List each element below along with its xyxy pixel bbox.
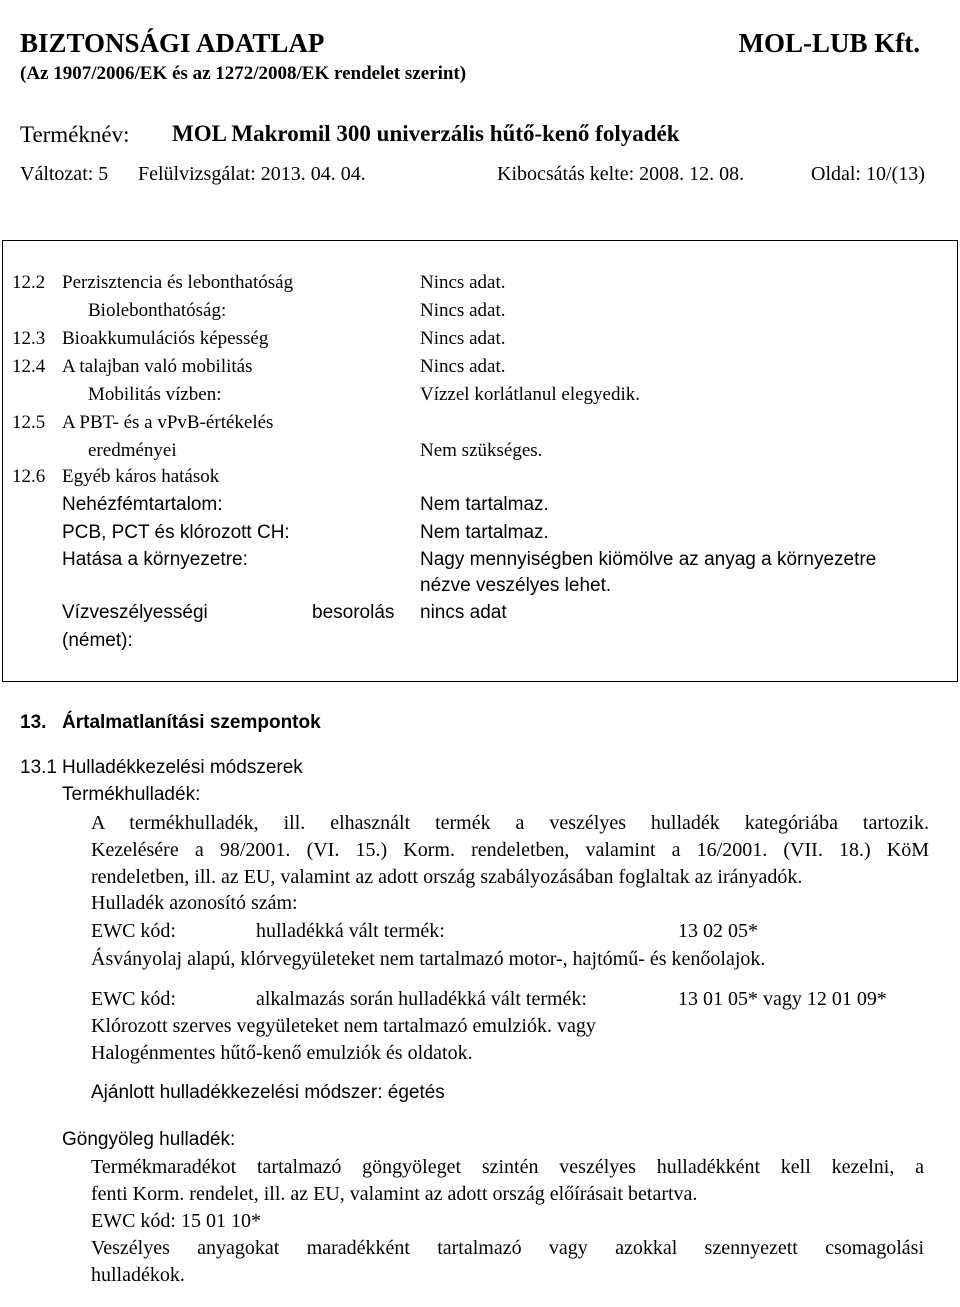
page-number: Oldal: 10/(13) [811,163,925,185]
item-label: (német): [62,630,133,651]
subsection-title: Hulladékkezelési módszerek [62,757,303,778]
ewc-text: Halogénmentes hűtő-kenő emulziók és oldatok. [91,1042,473,1064]
paragraph-line: rendeletben, ill. az EU, valamint az adott ország szabályozásában foglaltak az irányadók. [91,866,803,888]
recommended-method: Ajánlott hulladékkezelési módszer: égetés [91,1082,445,1103]
ewc-description: hulladékká vált termék: [256,920,445,942]
ewc-text: Ásványolaj alapú, klórvegyületeket nem tartalmazó motor-, hajtómű- és kenőolajok. [91,948,766,970]
item-label: Biolebonthatóság: [88,300,227,321]
issue-date: Kibocsátás kelte: 2008. 12. 08. [497,163,745,185]
regulation-reference: (Az 1907/2006/EK és az 1272/2008/EK rendelet szerint) [20,63,467,84]
ewc-text: Klórozott szerves vegyületeket nem tartalmazó emulziók. vagy [91,1015,596,1037]
ewc-code-label: EWC kód: [91,988,176,1010]
item-label: Bioakkumulációs képesség [62,328,269,349]
item-value: Nem tartalmaz. [420,522,549,543]
version-info: Változat: 5 [20,163,109,185]
item-value: nézve veszélyes lehet. [420,575,612,596]
item-number: 12.6 [12,466,46,487]
item-label: Nehézfémtartalom: [62,494,223,515]
product-name: MOL Makromil 300 univerzális hűtő-kenő folyadék [172,121,680,146]
item-value: Nincs adat. [420,300,506,321]
paragraph-line: hulladékok. [91,1264,185,1286]
paragraph-line: A termékhulladék, ill. elhasznált termék a veszélyes hulladék kategóriába tartozik. [91,812,929,834]
item-number: 12.5 [12,412,46,433]
item-label: eredményei [88,440,177,461]
section-number: 13. [20,712,47,733]
packaging-ewc-code: EWC kód: 15 01 10* [91,1210,261,1232]
item-label: PCB, PCT és klórozott CH: [62,522,290,543]
waste-id-label: Hulladék azonosító szám: [91,892,298,914]
product-waste-label: Termékhulladék: [62,784,201,805]
ewc-code-label: EWC kód: [91,920,176,942]
paragraph-line: Veszélyes anyagokat maradékként tartalmazó vagy azokkal szennyezett csomagolási [91,1237,924,1259]
item-label: Perzisztencia és lebonthatóság [62,272,294,293]
packaging-waste-label: Göngyöleg hulladék: [62,1129,236,1150]
section-title: Ártalmatlanítási szempontok [62,712,321,733]
item-value: Nincs adat. [420,356,506,377]
ewc-code: 13 01 05* vagy 12 01 09* [678,988,887,1010]
paragraph-line: Termékmaradékot tartalmazó göngyöleget szintén veszélyes hulladékként kell kezelni, a [91,1156,924,1178]
ewc-description: alkalmazás során hulladékká vált termék: [256,988,587,1010]
document-title: BIZTONSÁGI ADATLAP [20,28,325,58]
item-value: nincs adat [420,602,507,623]
company-name: MOL-LUB Kft. [738,28,920,58]
item-value: Nagy mennyiségben kiömölve az anyag a környezetre [420,549,877,570]
paragraph-line: fenti Korm. rendelet, ill. az EU, valamint az adott ország előírásait betartva. [91,1183,698,1205]
item-value: Vízzel korlátlanul elegyedik. [420,384,640,405]
item-value: Nincs adat. [420,272,506,293]
item-label: besorolás [312,602,395,623]
paragraph-line: Kezelésére a 98/2001. (VI. 15.) Korm. rendeletben, valamint a 16/2001. (VII. 18.) KöM [91,839,929,861]
item-label: Egyéb káros hatások [62,466,220,487]
revision-date: Felülvizsgálat: 2013. 04. 04. [138,163,366,185]
item-value: Nem szükséges. [420,440,543,461]
item-label: A PBT- és a vPvB-értékelés [62,412,274,433]
product-label: Terméknév: [20,122,130,147]
item-label: A talajban való mobilitás [62,356,253,377]
item-number: 12.2 [12,272,46,293]
item-label: Mobilitás vízben: [88,384,222,405]
item-number: 12.3 [12,328,46,349]
subsection-number: 13.1 [20,757,57,778]
ewc-code: 13 02 05* [678,920,758,942]
item-label: Hatása a környezetre: [62,549,248,570]
item-value: Nem tartalmaz. [420,494,549,515]
item-label: Vízveszélyességi [62,602,208,623]
item-value: Nincs adat. [420,328,506,349]
item-number: 12.4 [12,356,46,377]
